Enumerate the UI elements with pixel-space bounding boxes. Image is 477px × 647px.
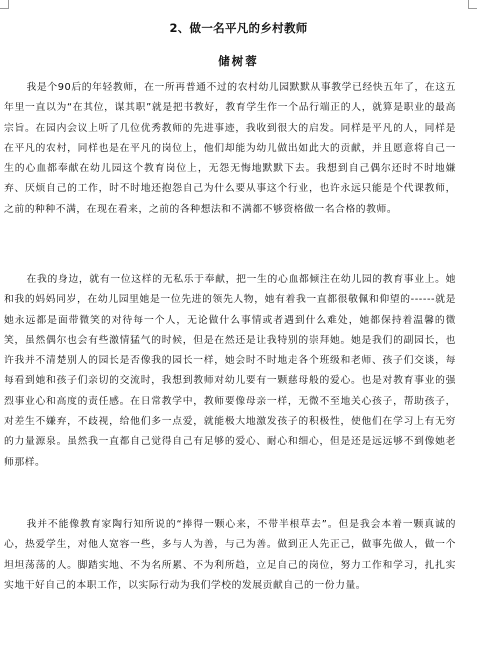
- document-title: 2、做一名平凡的乡村教师: [169, 21, 308, 35]
- body-paragraph-1: 我是个90后的年轻教师，在一所再普通不过的农村幼儿园默默从事教学已经快五年了，在这五年里一直以为“在其位，谋其职”就是把书教好，教育学生作一个品行端正的人，就算是职业的最高宗旨。在园内会议上听了几位优秀教师的先进事迹，我收到很大的启发。同样是平凡的人，同样是在平凡的农村，同样也是在平凡的岗位上，他们却能为幼儿做出如此大的贡献，并且愿意将自己一生的心血都奉献在幼儿园这个教育岗位上，无怨无悔地默默下去。我想到自己偶尔还时不时地嫌弃、厌烦自己的工作，时不时地还抱怨自己为什么要从事这个行业，也许永远只能是个代课教师，之前的种种不满，在现在看来，之前的各种想法和不满都不够资格做一名合格的教师。: [4, 82, 456, 215]
- body-paragraph-2: 在我的身边，就有一位这样的无私乐于奉献，把一生的心血都倾注在幼儿园的教育事业上。她和我的妈妈同岁，在幼儿园里她是一位先进的领先人物，她有着我一直都很敬佩和仰望的------就是她永远都是面带微笑的对待每一个人，无论做什么事情或者遇到什么难处，她都保持着温馨的微笑，虽然偶尔也会有些激情猛气的时候，但是在然还是让我特别的崇拜她。她是我们的副园长，也许我并不清楚别人的园长是否像我的园长一样，她会时不时地走各个班级和老师、孩子们交谈，每每看到她和孩子们亲切的交流时，我想到教师对幼儿要有一颗慈母般的爱心。也是对教育事业的强烈事业心和高度的责任感。在日常教学中，教师要像母亲一样，无微不至地关心孩子，帮助孩子，对差生不嫌弃，不歧视，给他们多一点爱，就能极大地激发孩子的积极性，使他们在学习上有无穷的力量源泉。虽然我一直都自己觉得自己有足够的爱心、耐心和细心，但是还是远远够不到像她老师那样。: [4, 274, 456, 468]
- page-corner-mark-left: [0, 0, 9, 9]
- author-name: 储树蓉: [218, 54, 259, 68]
- body-paragraph-3: 我并不能像教育家陶行知所说的“捧得一颗心来，不带半根草去”。但是我会本着一颗真诚的心，热爱学生，对他人宽容一些，多与人为善，与己为善。做到正人先正己，做事先做人，做一个坦坦荡荡的人。脚踏实地、不为名所累、不为利所趋，立足自己的岗位，努力工作和学习，扎扎实实地干好自己的本职工作，以实际行动为我们学校的发展贡献自己的一份力量。: [4, 519, 456, 591]
- page-corner-mark-right: [468, 0, 477, 9]
